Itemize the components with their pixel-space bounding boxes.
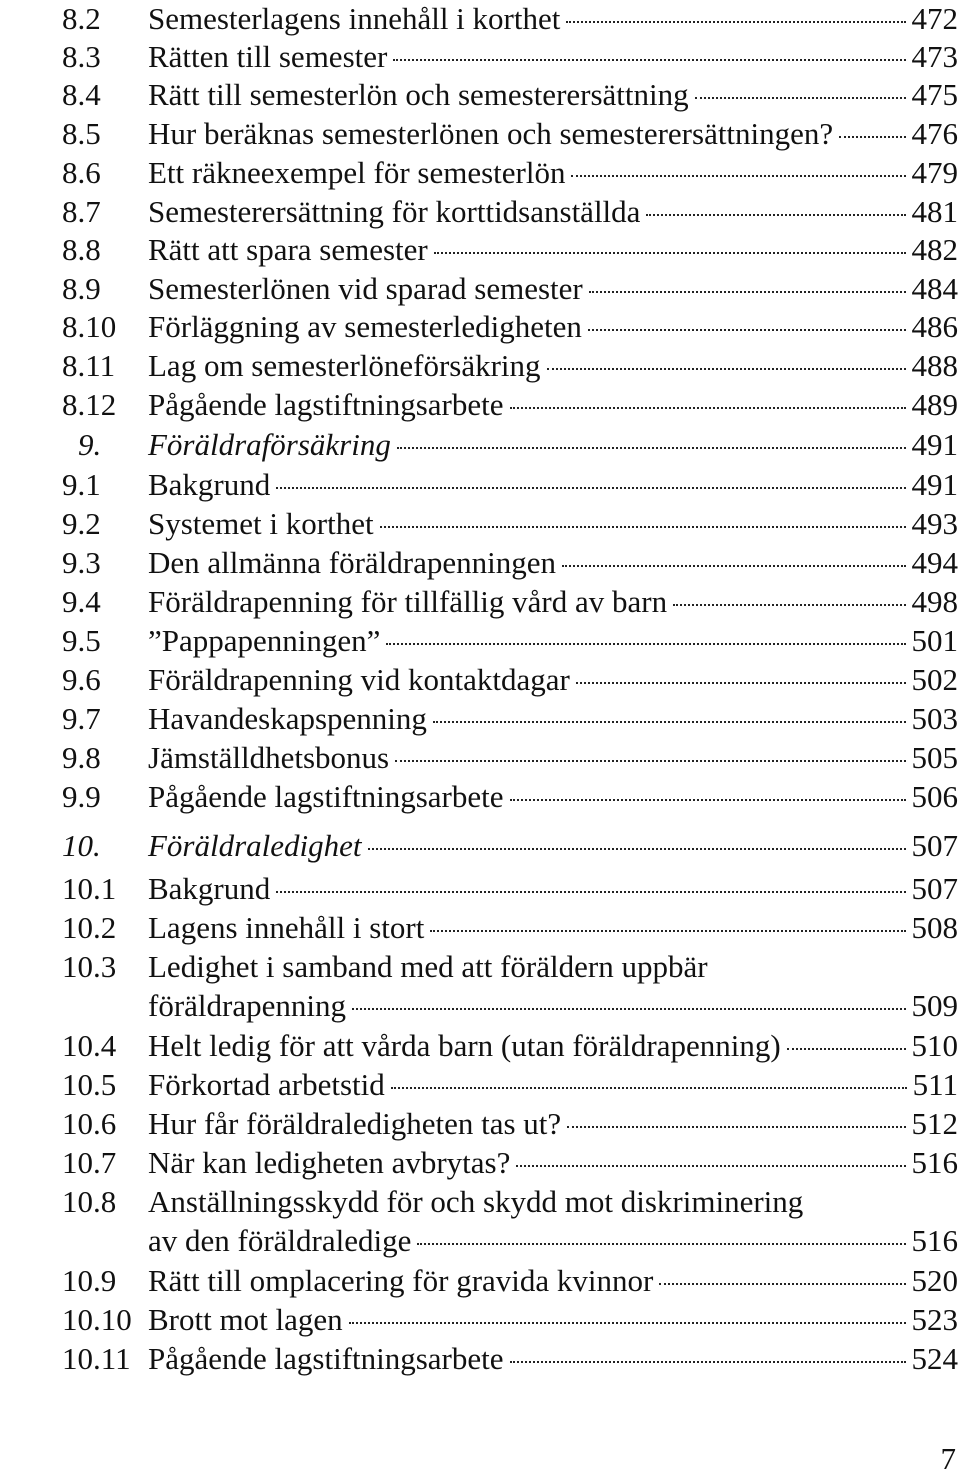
toc-entry-number: 10.6 (62, 1106, 117, 1141)
toc-entry (0, 544, 960, 584)
toc-entry-number: 9.8 (62, 740, 101, 775)
toc-entry-page: 488 (911, 348, 958, 383)
dot-leader (430, 930, 905, 932)
toc-entry-title: Föräldraförsäkring (148, 427, 391, 462)
dot-leader (571, 175, 905, 177)
dot-leader (434, 252, 906, 254)
page-number: 7 (940, 1441, 956, 1476)
toc-entry-title: ”Pappapenningen” (148, 623, 381, 658)
toc-entry-page: 472 (911, 1, 958, 36)
toc-entry (0, 948, 960, 1026)
toc-entry-title: Pågående lagstiftningsarbete (148, 1341, 504, 1376)
toc-entry-title: av den föräldraledige (148, 1223, 412, 1258)
toc-entry-number: 10.9 (62, 1263, 117, 1298)
toc-entry-number: 9.1 (62, 467, 101, 502)
toc-entry-title: Havandeskapspenning (148, 701, 427, 736)
toc-entry-number: 9.3 (62, 545, 101, 580)
dot-leader (516, 1165, 905, 1167)
dot-leader (417, 1243, 905, 1245)
dot-leader (576, 682, 906, 684)
toc-entry (0, 700, 960, 740)
dot-leader (393, 59, 905, 61)
toc-entry (0, 739, 960, 779)
toc-entry-number: 8.12 (62, 387, 117, 422)
toc-entry (0, 1301, 960, 1341)
toc-entry-page: 505 (911, 740, 958, 775)
toc-entry-page: 510 (911, 1028, 958, 1063)
toc-entry-number: 10.4 (62, 1028, 117, 1063)
toc-entry-title: Bakgrund (148, 467, 271, 502)
toc-entry-page: 503 (911, 701, 958, 736)
toc-entry-title: Brott mot lagen (148, 1302, 343, 1337)
toc-entry (0, 505, 960, 545)
toc-entry-page: 508 (911, 910, 958, 945)
toc-entry-title: Förläggning av semesterledigheten (148, 309, 582, 344)
toc-entry-page: 516 (911, 1223, 958, 1258)
toc-entry-number: 10.10 (62, 1302, 132, 1337)
dot-leader (547, 368, 906, 370)
toc-entry-number: 9. (78, 427, 102, 462)
toc-entry-number: 8.5 (62, 116, 101, 151)
toc-entry (0, 115, 960, 155)
toc-entry (0, 661, 960, 701)
toc-entry-title: Ett räkneexempel för semesterlön (148, 155, 566, 190)
dot-leader (562, 565, 906, 567)
dot-leader (695, 97, 906, 99)
toc-entry-number: 10.2 (62, 910, 117, 945)
toc-entry (0, 778, 960, 818)
toc-entry-page: 479 (911, 155, 958, 190)
dot-leader (386, 643, 905, 645)
dot-leader (589, 291, 906, 293)
toc-entry-page: 524 (911, 1341, 958, 1376)
dot-leader (433, 721, 906, 723)
toc-entry (0, 1027, 960, 1067)
toc-entry-page: 516 (911, 1145, 958, 1180)
toc-entry (0, 308, 960, 348)
dot-leader (659, 1283, 905, 1285)
toc-entry-page: 481 (911, 194, 958, 229)
toc-entry-number: 9.7 (62, 701, 101, 736)
dot-leader (352, 1008, 906, 1010)
toc-entry-page: 523 (911, 1302, 958, 1337)
toc-entry (0, 1105, 960, 1145)
toc-entry-page: 475 (911, 77, 958, 112)
toc-entry-page: 512 (911, 1106, 958, 1141)
dot-leader (510, 799, 906, 801)
toc-entry-number: 10. (62, 828, 101, 863)
toc-entry-number: 8.11 (62, 348, 116, 383)
toc-entry-title: Föräldrapenning för tillfällig vård av barn (148, 584, 668, 619)
toc-entry-title: Semesterersättning för korttidsanställda (148, 194, 641, 229)
toc-entry (0, 622, 960, 662)
toc-entry-title: Rätten till semester (148, 39, 388, 74)
toc-entry-number: 8.8 (62, 232, 101, 267)
toc-entry (0, 870, 960, 910)
dot-leader (276, 487, 905, 489)
dot-leader (391, 1087, 907, 1089)
toc-entry-page: 493 (911, 506, 958, 541)
toc-entry-title: Rätt till omplacering för gravida kvinnor (148, 1263, 654, 1298)
toc-entry (0, 154, 960, 194)
toc-entry-number: 8.3 (62, 39, 101, 74)
dot-leader (380, 526, 906, 528)
toc-entry-title: Rätt till semesterlön och semesterersättning (148, 77, 689, 112)
toc-entry-number: 9.5 (62, 623, 101, 658)
dot-leader (566, 21, 905, 23)
toc-entry-page: 502 (911, 662, 958, 697)
toc-entry (0, 270, 960, 310)
toc-entry (0, 466, 960, 506)
toc-entry-number: 8.6 (62, 155, 101, 190)
toc-chapter-entry (0, 827, 960, 867)
toc-entry-title: Rätt att spara semester (148, 232, 428, 267)
toc-entry-title: Den allmänna föräldrapenningen (148, 545, 556, 580)
toc-entry-title-line1: Ledighet i samband med att föräldern uppbär (148, 949, 708, 984)
toc-entry-title: Jämställdhetsbonus (148, 740, 390, 775)
dot-leader (349, 1322, 906, 1324)
toc-entry-page: 507 (911, 871, 958, 906)
toc-entry (0, 1183, 960, 1261)
toc-entry (0, 386, 960, 426)
toc-entry (0, 1340, 960, 1380)
toc-entry-page: 473 (911, 39, 958, 74)
toc-entry-title: Bakgrund (148, 871, 271, 906)
toc-entry-number: 10.11 (62, 1341, 131, 1376)
toc-entry-title: Pågående lagstiftningsarbete (148, 779, 504, 814)
dot-leader (510, 407, 906, 409)
toc-entry-number: 9.9 (62, 779, 101, 814)
toc-entry-title: När kan ledigheten avbrytas? (148, 1145, 511, 1180)
toc-entry-title-line1: Anställningsskydd för och skydd mot diskriminering (148, 1184, 804, 1219)
toc-entry-page: 509 (911, 988, 958, 1023)
dot-leader (397, 447, 906, 449)
toc-chapter-entry (0, 426, 960, 466)
toc-entry-page: 520 (911, 1263, 958, 1298)
toc-entry-title: Lagens innehåll i stort (148, 910, 425, 945)
dot-leader (787, 1048, 906, 1050)
toc-entry-title: Semesterlagens innehåll i korthet (148, 1, 561, 36)
toc-entry-page: 489 (911, 387, 958, 422)
dot-leader (395, 760, 905, 762)
toc-entry (0, 38, 960, 78)
toc-entry-title: Lag om semesterlöneförsäkring (148, 348, 541, 383)
toc-entry-number: 10.1 (62, 871, 117, 906)
toc-entry (0, 583, 960, 623)
toc-entry-page: 484 (911, 271, 958, 306)
toc-entry-page: 501 (911, 623, 958, 658)
toc-entry-number: 9.2 (62, 506, 101, 541)
toc-entry (0, 1066, 960, 1106)
toc-entry-number: 8.2 (62, 1, 101, 36)
toc-entry (0, 193, 960, 233)
toc-entry-page: 511 (912, 1067, 958, 1102)
toc-entry-page: 507 (911, 828, 958, 863)
dot-leader (368, 848, 906, 850)
toc-entry-number: 9.6 (62, 662, 101, 697)
dot-leader (510, 1361, 906, 1363)
toc-entry-title: Föräldrapenning vid kontaktdagar (148, 662, 570, 697)
toc-entry-page: 491 (911, 427, 958, 462)
toc-entry (0, 1144, 960, 1184)
toc-entry (0, 909, 960, 949)
toc-entry-page: 476 (911, 116, 958, 151)
toc-entry (0, 1262, 960, 1302)
toc-entry-title: Systemet i korthet (148, 506, 374, 541)
toc-entry-title: föräldrapenning (148, 988, 346, 1023)
toc-entry-number: 8.9 (62, 271, 101, 306)
dot-leader (646, 214, 905, 216)
toc-entry-number: 10.7 (62, 1145, 117, 1180)
dot-leader (276, 891, 905, 893)
toc-entry-title: Hur får föräldraledigheten tas ut? (148, 1106, 562, 1141)
toc-entry-page: 494 (911, 545, 958, 580)
toc-entry-page: 491 (911, 467, 958, 502)
toc-entry-number: 9.4 (62, 584, 101, 619)
toc-entry-number: 10.8 (62, 1184, 117, 1219)
toc-entry-number: 8.4 (62, 77, 101, 112)
toc-entry-number: 10.5 (62, 1067, 117, 1102)
toc-entry-title: Föräldraledighet (148, 828, 362, 863)
toc-entry (0, 347, 960, 387)
toc-entry-page: 486 (911, 309, 958, 344)
dot-leader (567, 1126, 905, 1128)
toc-entry-title: Helt ledig för att vårda barn (utan föräldrapenning) (148, 1028, 781, 1063)
toc-entry-page: 482 (911, 232, 958, 267)
toc-entry-number: 8.10 (62, 309, 117, 344)
dot-leader (839, 136, 905, 138)
toc-entry (0, 0, 960, 40)
dot-leader (673, 604, 905, 606)
toc-entry (0, 231, 960, 271)
toc-entry-number: 8.7 (62, 194, 101, 229)
dot-leader (588, 329, 906, 331)
toc-entry-title: Hur beräknas semesterlönen och semesterersättningen? (148, 116, 834, 151)
toc-entry-page: 498 (911, 584, 958, 619)
toc-entry-number: 10.3 (62, 949, 117, 984)
toc-entry-title: Förkortad arbetstid (148, 1067, 385, 1102)
toc-entry-title: Pågående lagstiftningsarbete (148, 387, 504, 422)
toc-entry-page: 506 (911, 779, 958, 814)
toc-entry-title: Semesterlönen vid sparad semester (148, 271, 583, 306)
toc-entry (0, 76, 960, 116)
